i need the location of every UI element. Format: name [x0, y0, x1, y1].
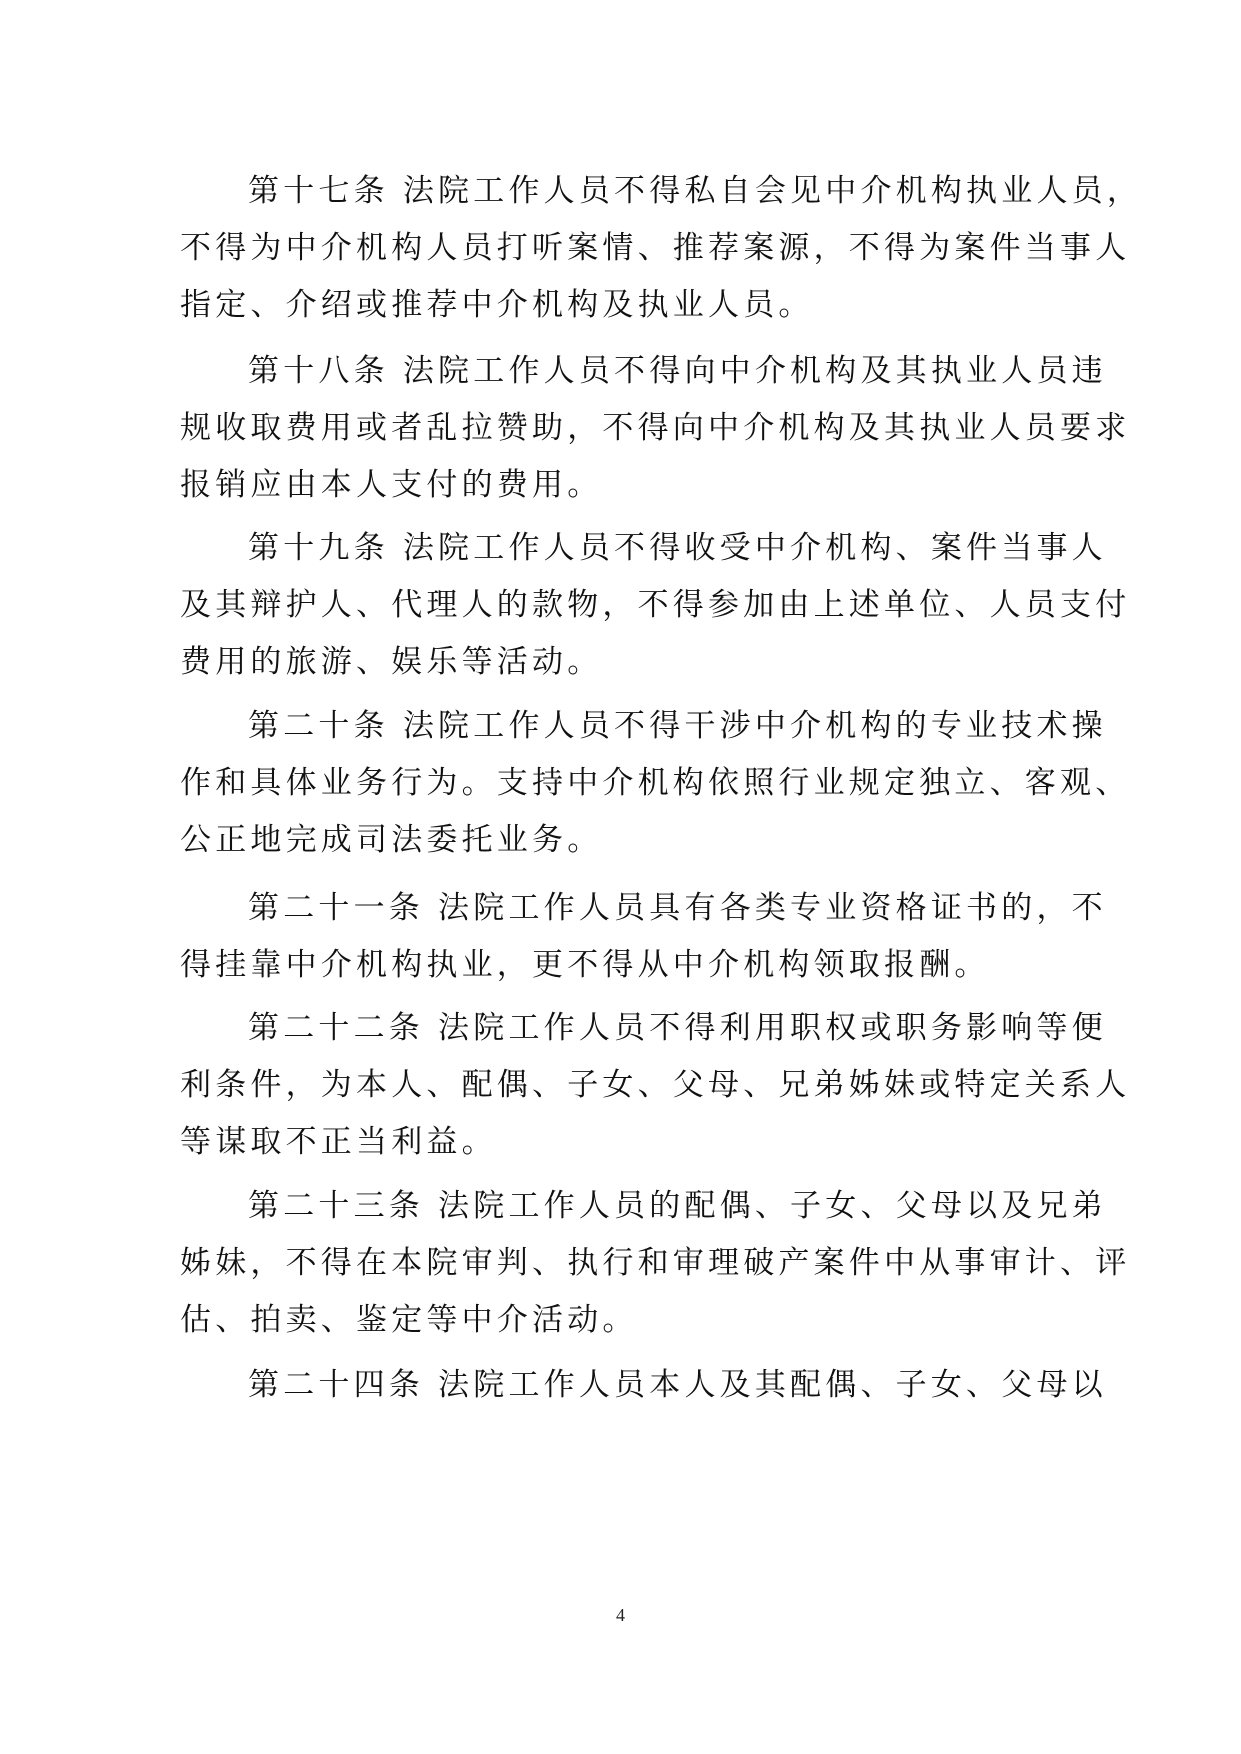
article-line: 第二十二条 法院工作人员不得利用职权或职务影响等便	[248, 1010, 1107, 1046]
article-line: 姊妹，不得在本院审判、执行和审理破产案件中从事审计、评	[180, 1245, 1131, 1281]
article-line: 第二十三条 法院工作人员的配偶、子女、父母以及兄弟	[248, 1188, 1107, 1224]
article-line: 指定、介绍或推荐中介机构及执业人员。	[180, 287, 814, 323]
article-line: 第二十条 法院工作人员不得干涉中介机构的专业技术操	[248, 708, 1107, 744]
article-line: 规收取费用或者乱拉赞助，不得向中介机构及其执业人员要求	[180, 410, 1131, 446]
article-line: 利条件，为本人、配偶、子女、父母、兄弟姊妹或特定关系人	[180, 1067, 1131, 1103]
article-21	[180, 880, 1107, 994]
article-line: 得挂靠中介机构执业，更不得从中介机构领取报酬。	[180, 947, 990, 983]
article-line: 及其辩护人、代理人的款物，不得参加由上述单位、人员支付	[180, 587, 1131, 623]
article-line: 不得为中介机构人员打听案情、推荐案源，不得为案件当事人	[180, 230, 1131, 266]
article-line: 等谋取不正当利益。	[180, 1124, 497, 1160]
article-24	[180, 1357, 1107, 1414]
article-22	[180, 1000, 1131, 1171]
article-line: 第十七条 法院工作人员不得私自会见中介机构执业人员，	[248, 173, 1143, 209]
article-17	[180, 163, 1143, 334]
article-line: 作和具体业务行为。支持中介机构依照行业规定独立、客观、	[180, 765, 1131, 801]
article-line: 第十九条 法院工作人员不得收受中介机构、案件当事人	[248, 530, 1107, 566]
page-number: 4	[616, 1605, 625, 1625]
article-line: 报销应由本人支付的费用。	[180, 467, 603, 503]
article-line: 公正地完成司法委托业务。	[180, 822, 603, 858]
article-line: 第十八条 法院工作人员不得向中介机构及其执业人员违	[248, 353, 1107, 389]
article-23	[180, 1178, 1131, 1349]
article-19	[180, 520, 1131, 691]
article-18	[180, 343, 1131, 514]
article-line: 第二十四条 法院工作人员本人及其配偶、子女、父母以	[248, 1367, 1107, 1403]
article-line: 估、拍卖、鉴定等中介活动。	[180, 1302, 638, 1338]
article-line: 费用的旅游、娱乐等活动。	[180, 644, 603, 680]
article-line: 第二十一条 法院工作人员具有各类专业资格证书的，不	[248, 890, 1107, 926]
article-20	[180, 698, 1131, 869]
